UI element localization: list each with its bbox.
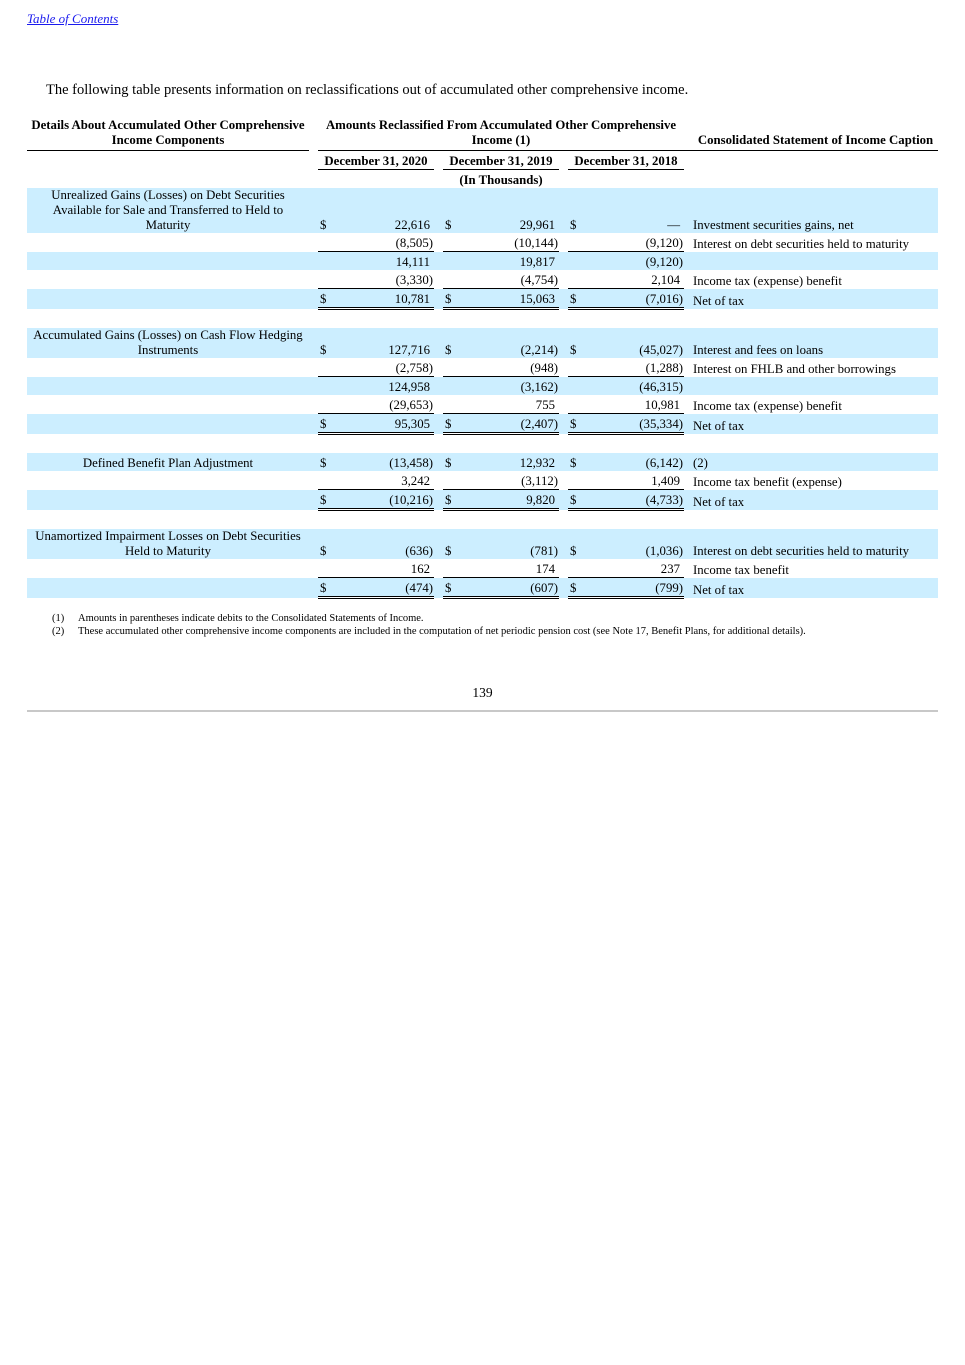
date-2019: December 31, 2019 (443, 151, 559, 170)
amount-cell: 10,981 (644, 398, 680, 412)
amount-cell: (781) (530, 544, 558, 558)
income-caption: Investment securities gains, net (684, 188, 938, 233)
table-row: $ (474) $ (607) $ (799) Net of tax (27, 578, 938, 598)
amount-cell: 1,409 (651, 474, 680, 488)
table-row: Unrealized Gains (Losses) on Debt Securities Available for Sale and Transferred to Held to Maturity $ 22,616 $ 29,961 $ — Investment securities gains, net (27, 188, 938, 233)
amount-cell: (2,758) (395, 361, 433, 375)
amount-cell: 174 (535, 562, 555, 576)
amount-cell: (10,144) (514, 236, 558, 250)
income-caption: Income tax benefit (expense) (693, 474, 842, 489)
amount-cell: (4,754) (520, 273, 558, 287)
date-2020: December 31, 2020 (318, 151, 434, 170)
table-row (27, 270, 938, 289)
footnote-2: (2) These accumulated other comprehensive income components are included in the computation of net periodic pension cost (see Note 17, Benefit Plans, for additional details). (52, 626, 806, 637)
amount-cell: (607) (530, 581, 558, 595)
page-divider (27, 710, 938, 712)
amount-cell: 124,958 (388, 380, 430, 394)
income-caption: Income tax (expense) benefit (693, 273, 842, 288)
amount-cell: (8,505) (395, 236, 433, 250)
units-label: (In Thousands) (459, 173, 543, 187)
amount-cell: 12,932 (519, 456, 555, 470)
amount-cell: 95,305 (394, 417, 430, 431)
amount-cell: (9,120) (645, 236, 683, 250)
page-number: 139 (472, 685, 493, 700)
amount-cell: (6,142) (645, 456, 683, 470)
table-row: $ (10,216) $ 9,820 $ (4,733) Net of tax (27, 490, 938, 510)
amount-cell: 127,716 (388, 343, 430, 357)
amount-cell: (46,315) (639, 380, 683, 394)
income-caption: Income tax (expense) benefit (693, 398, 842, 413)
header-caption: Consolidated Statement of Income Caption (684, 118, 938, 151)
income-caption: Net of tax (684, 289, 938, 309)
income-caption (684, 377, 938, 396)
table-row (27, 377, 938, 396)
date-2018: December 31, 2018 (568, 151, 684, 170)
amount-cell: (13,458) (389, 456, 433, 470)
amount-cell: 22,616 (394, 218, 430, 232)
amount-cell: 162 (410, 562, 430, 576)
amount-cell: (10,216) (389, 493, 433, 507)
table-row: $ 95,305 $ (2,407) $ (35,334) Net of tax (27, 414, 938, 434)
amount-cell: (1,036) (645, 544, 683, 558)
table-row (27, 358, 938, 377)
amount-cell: (2,407) (520, 417, 558, 431)
header-amounts: Amounts Reclassified From Accumulated Other Comprehensive Income (1) (318, 118, 684, 151)
amount-cell: 10,781 (394, 292, 430, 306)
amount-cell: (7,016) (645, 292, 683, 306)
income-caption: Interest on FHLB and other borrowings (693, 361, 896, 376)
amount-cell: (4,733) (645, 493, 683, 507)
table-row: Unamortized Impairment Losses on Debt Securities Held to Maturity $ (636) $ (781) $ (1,036) Interest on debt securities held to maturity (27, 529, 938, 559)
table-row (27, 252, 938, 271)
income-caption: (2) (684, 453, 938, 471)
amount-cell: (2,214) (520, 343, 558, 357)
header-components: Details About Accumulated Other Comprehensive Income Components (27, 118, 309, 151)
amount-cell: 19,817 (519, 255, 555, 269)
section-title: Unamortized Impairment Losses on Debt Securities Held to Maturity (27, 529, 309, 559)
amount-cell: (3,330) (395, 273, 433, 287)
section-title: Accumulated Gains (Losses) on Cash Flow Hedging Instruments (27, 328, 309, 358)
table-row: $ 10,781 $ 15,063 $ (7,016) Net of tax (27, 289, 938, 309)
amount-cell: (35,334) (639, 417, 683, 431)
table-of-contents-link[interactable]: Table of Contents (27, 11, 119, 26)
amount-cell: 9,820 (526, 493, 555, 507)
amount-cell: (799) (655, 581, 683, 595)
section-title: Unrealized Gains (Losses) on Debt Securities Available for Sale and Transferred to Held to Maturity (27, 188, 309, 233)
reclassification-table (27, 118, 938, 599)
income-caption: Interest and fees on loans (684, 328, 938, 358)
section-title: Defined Benefit Plan Adjustment (27, 453, 309, 471)
amount-cell: 2,104 (651, 273, 680, 287)
amount-cell: 3,242 (401, 474, 430, 488)
table-row: Accumulated Gains (Losses) on Cash Flow Hedging Instruments $ 127,716 $ (2,214) $ (45,027) Interest and fees on loans (27, 328, 938, 358)
income-caption (684, 252, 938, 271)
amount-cell: 755 (535, 398, 555, 412)
table-row: Defined Benefit Plan Adjustment $ (13,458) $ 12,932 $ (6,142) (2) (27, 453, 938, 471)
income-caption: Net of tax (684, 578, 938, 598)
income-caption: Income tax benefit (693, 562, 789, 577)
income-caption: Net of tax (684, 490, 938, 510)
table-row (27, 395, 938, 414)
amount-cell: 15,063 (519, 292, 555, 306)
footnote-1: (1) Amounts in parentheses indicate debits to the Consolidated Statements of Income. (52, 613, 424, 624)
income-caption: Interest on debt securities held to maturity (693, 236, 910, 251)
amount-cell: (45,027) (639, 343, 683, 357)
amount-cell: (29,653) (389, 398, 433, 412)
amount-cell: 14,111 (395, 255, 430, 269)
amount-cell: (636) (405, 544, 433, 558)
amount-cell: (948) (530, 361, 558, 375)
amount-cell: 237 (660, 562, 680, 576)
amount-cell: (9,120) (645, 255, 683, 269)
intro-text: The following table presents information on reclassifications out of accumulated other comprehensive income. (46, 82, 689, 98)
table-row (27, 233, 938, 252)
amount-cell: 29,961 (519, 218, 555, 232)
income-caption: Interest on debt securities held to maturity (684, 529, 938, 559)
amount-cell: (3,112) (521, 474, 558, 488)
table-row (27, 471, 938, 490)
income-caption: Net of tax (684, 414, 938, 434)
amount-cell: (3,162) (520, 380, 558, 394)
amount-cell: (474) (405, 581, 433, 595)
table-row (27, 559, 938, 578)
amount-cell: — (667, 218, 680, 232)
amount-cell: (1,288) (645, 361, 683, 375)
